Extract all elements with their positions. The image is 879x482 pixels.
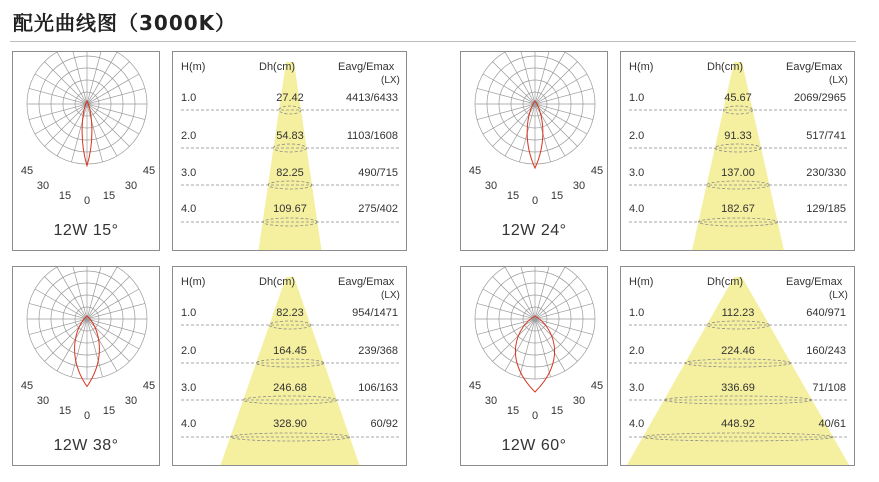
cell-illuminance: 230/330 <box>806 167 846 179</box>
cell-illuminance: 275/402 <box>358 203 398 215</box>
beam-cone-fill <box>692 62 785 251</box>
polar-angle-label: 15 <box>550 405 564 417</box>
cell-illuminance: 640/971 <box>806 307 846 319</box>
cell-diameter: 448.92 <box>721 418 755 430</box>
cell-illuminance: 4413/6433 <box>346 92 398 104</box>
cell-height: 3.0 <box>181 382 197 394</box>
header-lux-unit: (LX) <box>829 75 848 86</box>
cell-diameter: 82.23 <box>276 307 304 319</box>
cell-illuminance: 954/1471 <box>352 307 398 319</box>
cell-height: 3.0 <box>181 167 197 179</box>
beam-cone <box>621 267 855 466</box>
cell-height: 2.0 <box>181 345 197 357</box>
cell-illuminance: 517/741 <box>806 130 846 142</box>
polar-angle-label: 45 <box>142 165 156 177</box>
polar-angle-label: 45 <box>468 165 482 177</box>
header-illuminance: Eavg/Emax <box>338 61 395 73</box>
polar-angle-label: 0 <box>83 195 91 207</box>
polar-angle-label: 45 <box>20 165 34 177</box>
header-height: H(m) <box>181 61 206 73</box>
polar-angle-label: 30 <box>36 395 50 407</box>
header-illuminance: Eavg/Emax <box>786 276 843 288</box>
cell-diameter: 328.90 <box>273 418 307 430</box>
header-illuminance: Eavg/Emax <box>338 276 395 288</box>
cell-height: 3.0 <box>629 167 645 179</box>
cell-diameter: 109.67 <box>273 203 307 215</box>
beam-table <box>620 51 855 251</box>
cell-height: 2.0 <box>629 345 645 357</box>
polar-angle-label: 30 <box>572 180 586 192</box>
panel-caption: 12W 60° <box>501 437 567 454</box>
cell-height: 1.0 <box>181 307 197 319</box>
polar-angle-label: 15 <box>102 190 116 202</box>
polar-angle-label: 0 <box>531 195 539 207</box>
cell-height: 3.0 <box>629 382 645 394</box>
polar-diagram <box>460 266 608 466</box>
polar-angle-label: 15 <box>506 405 520 417</box>
polar-angle-label: 30 <box>124 180 138 192</box>
polar-angle-label: 45 <box>590 165 604 177</box>
header-diameter: Dh(cm) <box>259 276 296 288</box>
beam-cone-fill <box>258 62 322 251</box>
cell-illuminance: 129/185 <box>806 203 846 215</box>
beam-table <box>172 51 407 251</box>
polar-angle-label: 0 <box>531 410 539 422</box>
cell-diameter: 182.67 <box>721 203 755 215</box>
cell-illuminance: 71/108 <box>812 382 846 394</box>
polar-angle-label: 45 <box>468 380 482 392</box>
polar-diagram <box>12 266 160 466</box>
cell-height: 1.0 <box>629 92 645 104</box>
cell-diameter: 54.83 <box>276 130 304 142</box>
polar-angle-label: 30 <box>572 395 586 407</box>
polar-angle-label: 45 <box>142 380 156 392</box>
polar-angle-label: 45 <box>590 380 604 392</box>
panel-caption: 12W 24° <box>501 222 567 239</box>
cell-illuminance: 160/243 <box>806 345 846 357</box>
polar-angle-label: 30 <box>124 395 138 407</box>
cell-diameter: 91.33 <box>724 130 752 142</box>
polar-angle-label: 30 <box>36 180 50 192</box>
beam-cone-fill <box>626 277 850 466</box>
polar-angle-label: 30 <box>484 395 498 407</box>
cell-height: 1.0 <box>181 92 197 104</box>
beam-table <box>620 266 855 466</box>
header-illuminance: Eavg/Emax <box>786 61 843 73</box>
cell-diameter: 137.00 <box>721 167 755 179</box>
cell-height: 4.0 <box>629 203 645 215</box>
cell-illuminance: 2069/2965 <box>794 92 846 104</box>
header-height: H(m) <box>181 276 206 288</box>
polar-angle-label: 0 <box>83 410 91 422</box>
header-diameter: Dh(cm) <box>707 276 744 288</box>
cell-height: 1.0 <box>629 307 645 319</box>
cell-height: 4.0 <box>181 418 197 430</box>
panel-caption: 12W 38° <box>53 437 119 454</box>
header-diameter: Dh(cm) <box>259 61 296 73</box>
cell-diameter: 82.25 <box>276 167 304 179</box>
title-divider <box>10 41 856 42</box>
header-lux-unit: (LX) <box>381 75 400 86</box>
cell-illuminance: 40/61 <box>818 418 846 430</box>
polar-diagram <box>460 51 608 251</box>
cell-diameter: 112.23 <box>721 307 755 319</box>
polar-diagram <box>12 51 160 251</box>
header-height: H(m) <box>629 276 654 288</box>
beam-table <box>172 266 407 466</box>
beam-cone-fill <box>220 277 360 466</box>
cell-diameter: 164.45 <box>273 345 307 357</box>
header-height: H(m) <box>629 61 654 73</box>
cell-illuminance: 239/368 <box>358 345 398 357</box>
page-title: 配光曲线图（3000K） <box>13 11 237 35</box>
cell-height: 2.0 <box>181 130 197 142</box>
polar-angle-label: 30 <box>484 180 498 192</box>
cell-illuminance: 106/163 <box>358 382 398 394</box>
cell-diameter: 27.42 <box>276 92 304 104</box>
cell-illuminance: 1103/1608 <box>346 130 398 142</box>
beam-cone <box>621 52 855 251</box>
polar-angle-label: 45 <box>20 380 34 392</box>
polar-angle-label: 15 <box>506 190 520 202</box>
cell-illuminance: 490/715 <box>358 167 398 179</box>
cell-diameter: 224.46 <box>721 345 755 357</box>
polar-angle-label: 15 <box>58 190 72 202</box>
header-lux-unit: (LX) <box>381 290 400 301</box>
cell-height: 2.0 <box>629 130 645 142</box>
beam-cone <box>173 52 407 251</box>
polar-angle-label: 15 <box>550 190 564 202</box>
cell-height: 4.0 <box>629 418 645 430</box>
cell-diameter: 336.69 <box>721 382 755 394</box>
cell-diameter: 45.67 <box>724 92 752 104</box>
cell-diameter: 246.68 <box>273 382 307 394</box>
polar-angle-label: 15 <box>102 405 116 417</box>
polar-angle-label: 15 <box>58 405 72 417</box>
panel-caption: 12W 15° <box>53 222 119 239</box>
header-lux-unit: (LX) <box>829 290 848 301</box>
cell-illuminance: 60/92 <box>370 418 398 430</box>
header-diameter: Dh(cm) <box>707 61 744 73</box>
cell-height: 4.0 <box>181 203 197 215</box>
beam-cone <box>173 267 407 466</box>
